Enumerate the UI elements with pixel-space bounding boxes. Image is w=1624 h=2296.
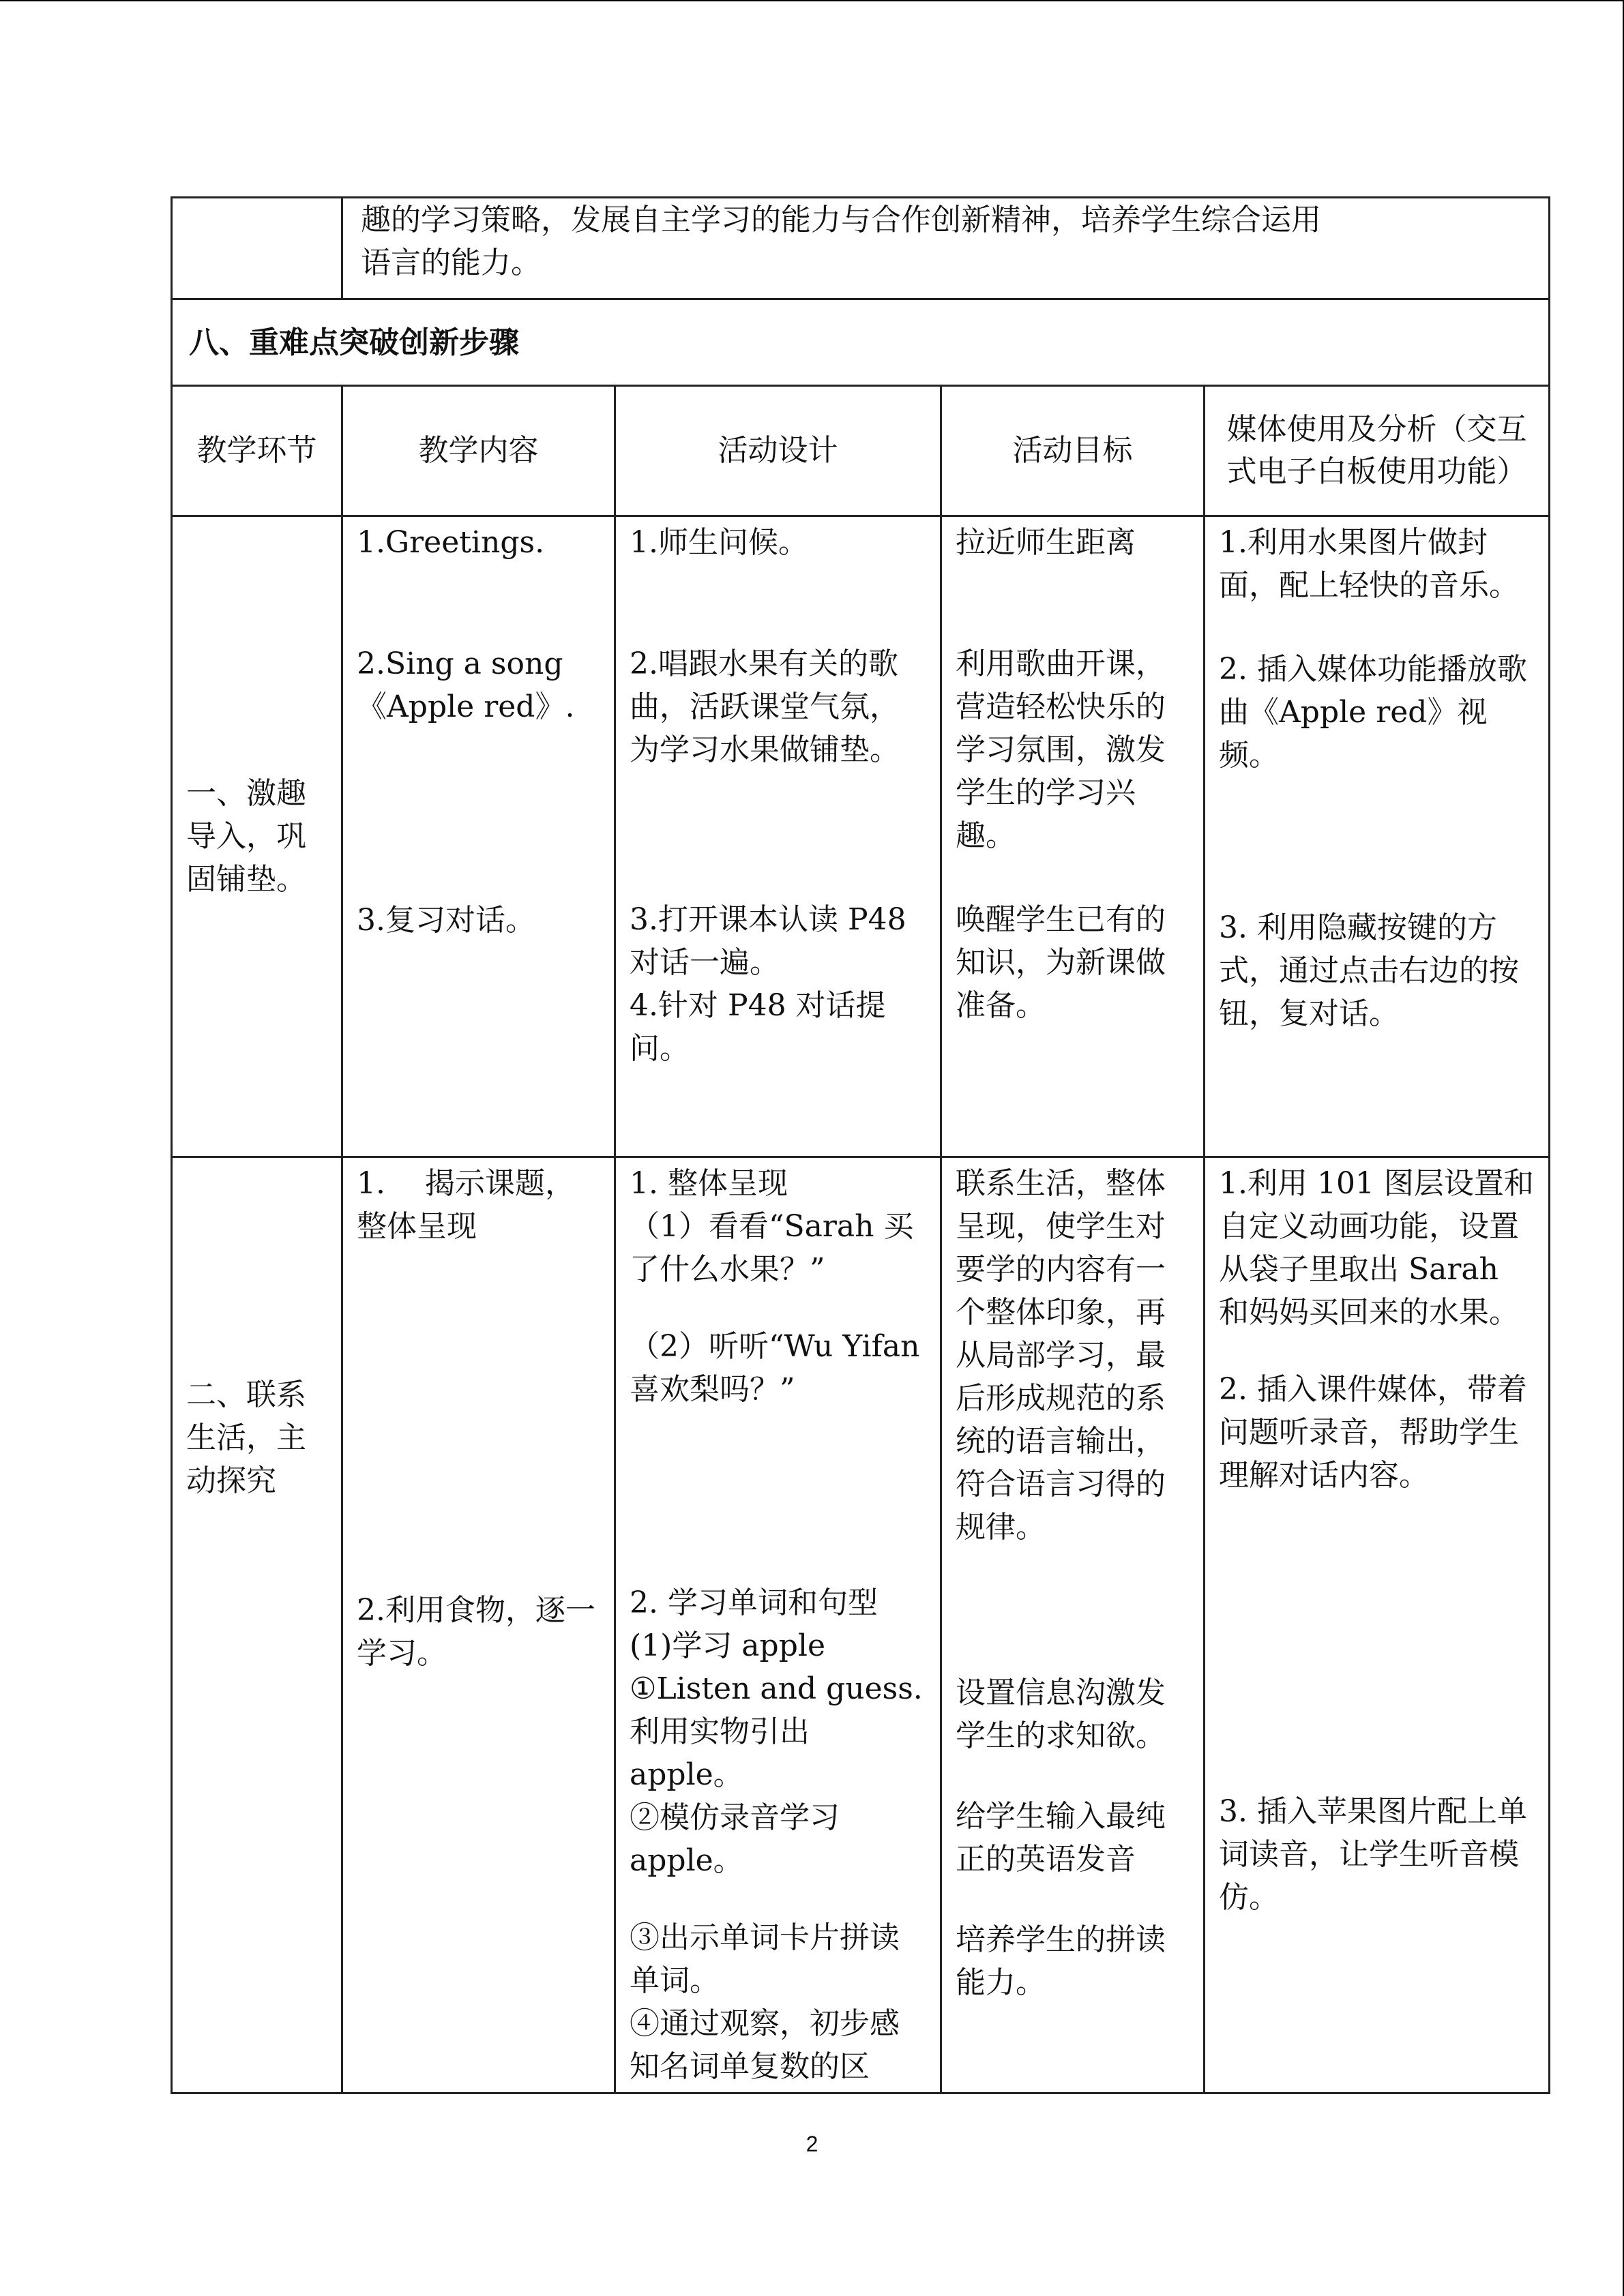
stage2-name: 二、联系生活，主动探究 [172,1157,342,2093]
stage2-row [172,1157,1550,2093]
stage1-media: 1.利用水果图片做封面，配上轻快的音乐。 2. 插入媒体功能播放歌曲《Apple red》视频。 3. 利用隐藏按键的方式，通过点击右边的按钮，复对话。 [1205,516,1550,1157]
stage1-content: 1.Greetings. 2.Sing a song《Apple red》. 3.复习对话。 [342,516,615,1157]
stage2-media: 1.利用 101 图层设置和自定义动画功能，设置从袋子里取出 Sarah 和妈妈买回来的水果。 2. 插入课件媒体，带着问题听录音，帮助学生理解对话内容。 3. 插入苹果图片配上单词读音，让学生听音模仿。 [1205,1157,1550,2093]
stage1-activity: 1.师生问候。 2.唱跟水果有关的歌曲，活跃课堂气氛，为学习水果做铺垫。 3.打开课本认读 P48 对话一遍。 4.针对 P48 对话提问。 [615,516,941,1157]
lesson-plan-table [171,196,1548,2094]
stage1-name: 一、激趣导入，巩固铺垫。 [172,516,342,1157]
section-row [172,299,1550,386]
intro-row [172,198,1550,299]
page-number: 2 [806,2132,818,2156]
header-media: 媒体使用及分析（交互式电子白板使用功能） [1205,386,1550,516]
stage2-activity: 1. 整体呈现 （1）看看“Sarah 买了什么水果？” （2）听听“Wu Yifan 喜欢梨吗？” 2. 学习单词和句型 (1)学习 apple ①Listen and guess. 利用实物引出 apple。 ②模仿录音学习 apple。 ③出示单词卡片拼读单词。 ④通过观察，初步感知名词单复数的区 [615,1157,941,2093]
header-row [172,386,1550,516]
header-activity: 活动设计 [615,386,941,516]
intro-text: 趣的学习策略，发展自主学习的能力与合作创新精神，培养学生综合运用 语言的能力。 [342,198,1550,299]
stage1-goal: 拉近师生距离 利用歌曲开课，营造轻松快乐的学习氛围，激发学生的学习兴趣。 唤醒学生已有的知识，为新课做准备。 [941,516,1205,1157]
stage2-content: 1. 揭示课题，整体呈现 2.利用食物，逐一学习。 [342,1157,615,2093]
stage2-goal: 联系生活，整体呈现，使学生对要学的内容有一个整体印象，再从局部学习，最后形成规范的系统的语言输出，符合语言习得的规律。 设置信息沟激发学生的求知欲。 给学生输入最纯正的英语发音 培养学生的拼读能力。 [941,1157,1205,2093]
header-content: 教学内容 [342,386,615,516]
stage1-row [172,516,1550,1157]
header-goal: 活动目标 [941,386,1205,516]
section-title: 八、重难点突破创新步骤 [172,299,1550,386]
header-stage: 教学环节 [172,386,342,516]
